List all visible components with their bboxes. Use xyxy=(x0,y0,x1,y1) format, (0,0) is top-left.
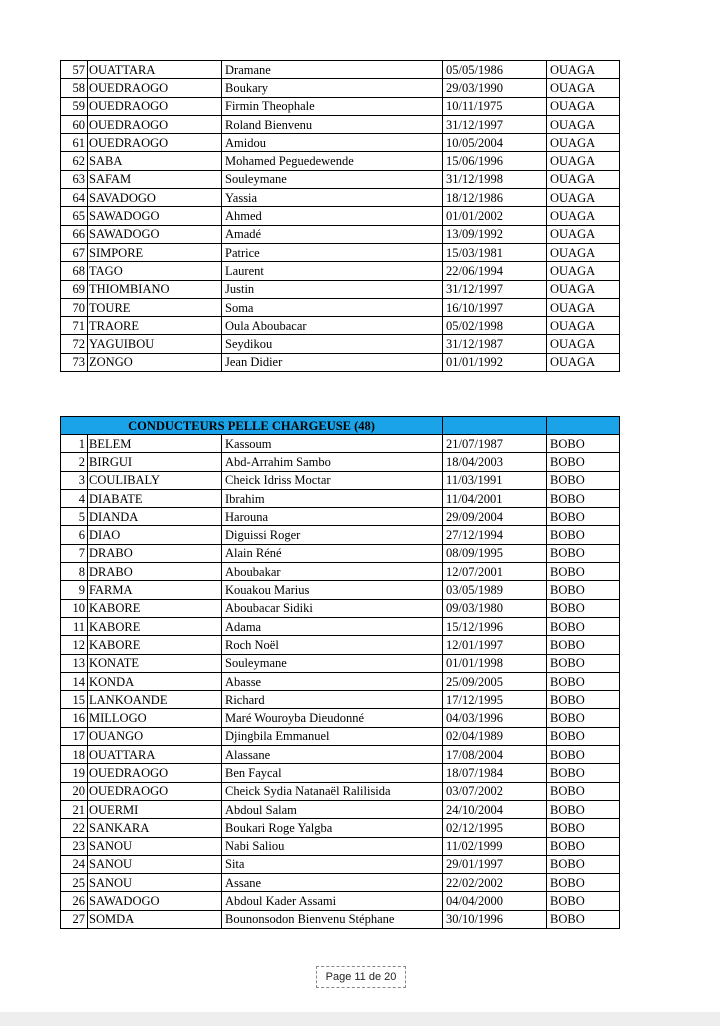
first-name-cell: Aboubakar xyxy=(222,563,443,581)
birth-date-cell: 18/04/2003 xyxy=(443,453,547,471)
table-row xyxy=(61,508,620,526)
city-cell: BOBO xyxy=(547,544,620,562)
birth-date-cell: 30/10/1996 xyxy=(443,910,547,928)
table-row xyxy=(61,471,620,489)
first-name-cell: Alassane xyxy=(222,746,443,764)
row-number-cell: 58 xyxy=(61,79,88,97)
table-row xyxy=(61,97,620,115)
city-cell: OUAGA xyxy=(547,353,620,371)
table-row xyxy=(61,709,620,727)
birth-date-cell: 31/12/1987 xyxy=(443,335,547,353)
city-cell: BOBO xyxy=(547,581,620,599)
table-row xyxy=(61,353,620,371)
first-name-cell: Djingbila Emmanuel xyxy=(222,727,443,745)
section-header-empty-cell xyxy=(443,417,547,435)
first-name-cell: Kouakou Marius xyxy=(222,581,443,599)
city-cell: OUAGA xyxy=(547,262,620,280)
row-number-cell: 63 xyxy=(61,170,88,188)
row-number-cell: 71 xyxy=(61,317,88,335)
first-name-cell: Soma xyxy=(222,298,443,316)
row-number-cell: 22 xyxy=(61,819,88,837)
birth-date-cell: 10/05/2004 xyxy=(443,134,547,152)
first-name-cell: Cheick Sydia Natanaël Ralilisida xyxy=(222,782,443,800)
city-cell: BOBO xyxy=(547,764,620,782)
last-name-cell: OUANGO xyxy=(88,727,222,745)
table-row xyxy=(61,262,620,280)
first-name-cell: Laurent xyxy=(222,262,443,280)
row-number-cell: 12 xyxy=(61,636,88,654)
last-name-cell: ZONGO xyxy=(88,353,222,371)
row-number-cell: 17 xyxy=(61,727,88,745)
city-cell: BOBO xyxy=(547,672,620,690)
birth-date-cell: 02/04/1989 xyxy=(443,727,547,745)
birth-date-cell: 29/01/1997 xyxy=(443,855,547,873)
first-name-cell: Kassoum xyxy=(222,435,443,453)
birth-date-cell: 11/03/1991 xyxy=(443,471,547,489)
city-cell: BOBO xyxy=(547,617,620,635)
last-name-cell: TRAORE xyxy=(88,317,222,335)
city-cell: BOBO xyxy=(547,508,620,526)
first-name-cell: Abdoul Kader Assami xyxy=(222,892,443,910)
birth-date-cell: 29/09/2004 xyxy=(443,508,547,526)
page-number: Page 11 de 20 xyxy=(316,966,406,988)
birth-date-cell: 09/03/1980 xyxy=(443,599,547,617)
last-name-cell: KABORE xyxy=(88,599,222,617)
last-name-cell: SOMDA xyxy=(88,910,222,928)
table-row xyxy=(61,727,620,745)
first-name-cell: Sita xyxy=(222,855,443,873)
row-number-cell: 18 xyxy=(61,746,88,764)
table-row xyxy=(61,435,620,453)
city-cell: BOBO xyxy=(547,800,620,818)
table-row xyxy=(61,855,620,873)
row-number-cell: 3 xyxy=(61,471,88,489)
table-row xyxy=(61,152,620,170)
table-row xyxy=(61,691,620,709)
table-row xyxy=(61,910,620,928)
row-number-cell: 24 xyxy=(61,855,88,873)
first-name-cell: Oula Aboubacar xyxy=(222,317,443,335)
city-cell: BOBO xyxy=(547,599,620,617)
table-row xyxy=(61,874,620,892)
row-number-cell: 69 xyxy=(61,280,88,298)
city-cell: BOBO xyxy=(547,727,620,745)
last-name-cell: OUATTARA xyxy=(88,746,222,764)
first-name-cell: Amidou xyxy=(222,134,443,152)
first-name-cell: Abd-Arrahim Sambo xyxy=(222,453,443,471)
row-number-cell: 10 xyxy=(61,599,88,617)
city-cell: BOBO xyxy=(547,746,620,764)
table-row xyxy=(61,599,620,617)
row-number-cell: 15 xyxy=(61,691,88,709)
row-number-cell: 21 xyxy=(61,800,88,818)
birth-date-cell: 12/07/2001 xyxy=(443,563,547,581)
viewer-bottom-band xyxy=(0,1012,720,1026)
row-number-cell: 72 xyxy=(61,335,88,353)
last-name-cell: TOURE xyxy=(88,298,222,316)
last-name-cell: OUEDRAOGO xyxy=(88,79,222,97)
city-cell: OUAGA xyxy=(547,189,620,207)
city-cell: BOBO xyxy=(547,526,620,544)
table-row xyxy=(61,636,620,654)
birth-date-cell: 11/02/1999 xyxy=(443,837,547,855)
last-name-cell: KABORE xyxy=(88,636,222,654)
last-name-cell: YAGUIBOU xyxy=(88,335,222,353)
row-number-cell: 26 xyxy=(61,892,88,910)
city-cell: BOBO xyxy=(547,435,620,453)
table-row xyxy=(61,764,620,782)
table-row xyxy=(61,819,620,837)
birth-date-cell: 04/04/2000 xyxy=(443,892,547,910)
birth-date-cell: 31/12/1997 xyxy=(443,115,547,133)
row-number-cell: 68 xyxy=(61,262,88,280)
last-name-cell: OUATTARA xyxy=(88,61,222,79)
birth-date-cell: 02/12/1995 xyxy=(443,819,547,837)
last-name-cell: KONATE xyxy=(88,654,222,672)
first-name-cell: Mohamed Peguedewende xyxy=(222,152,443,170)
birth-date-cell: 01/01/1992 xyxy=(443,353,547,371)
birth-date-cell: 03/05/1989 xyxy=(443,581,547,599)
row-number-cell: 67 xyxy=(61,243,88,261)
row-number-cell: 59 xyxy=(61,97,88,115)
row-number-cell: 65 xyxy=(61,207,88,225)
row-number-cell: 73 xyxy=(61,353,88,371)
city-cell: BOBO xyxy=(547,837,620,855)
row-number-cell: 4 xyxy=(61,489,88,507)
row-number-cell: 13 xyxy=(61,654,88,672)
first-name-cell: Boukari Roge Yalgba xyxy=(222,819,443,837)
table-row xyxy=(61,581,620,599)
row-number-cell: 20 xyxy=(61,782,88,800)
table-row xyxy=(61,115,620,133)
birth-date-cell: 17/08/2004 xyxy=(443,746,547,764)
table-row xyxy=(61,207,620,225)
first-name-cell: Seydikou xyxy=(222,335,443,353)
city-cell: BOBO xyxy=(547,636,620,654)
row-number-cell: 66 xyxy=(61,225,88,243)
city-cell: BOBO xyxy=(547,910,620,928)
city-cell: BOBO xyxy=(547,709,620,727)
birth-date-cell: 17/12/1995 xyxy=(443,691,547,709)
last-name-cell: SANOU xyxy=(88,874,222,892)
birth-date-cell: 27/12/1994 xyxy=(443,526,547,544)
birth-date-cell: 05/05/1986 xyxy=(443,61,547,79)
row-number-cell: 11 xyxy=(61,617,88,635)
first-name-cell: Abdoul Salam xyxy=(222,800,443,818)
roster-table-body xyxy=(61,417,620,929)
section-header-empty-cell xyxy=(547,417,620,435)
table-row xyxy=(61,892,620,910)
last-name-cell: OUEDRAOGO xyxy=(88,782,222,800)
row-number-cell: 60 xyxy=(61,115,88,133)
table-row xyxy=(61,782,620,800)
city-cell: OUAGA xyxy=(547,243,620,261)
city-cell: BOBO xyxy=(547,489,620,507)
last-name-cell: OUERMI xyxy=(88,800,222,818)
birth-date-cell: 08/09/1995 xyxy=(443,544,547,562)
last-name-cell: DIAO xyxy=(88,526,222,544)
table-row xyxy=(61,489,620,507)
first-name-cell: Maré Wouroyba Dieudonné xyxy=(222,709,443,727)
first-name-cell: Souleymane xyxy=(222,170,443,188)
table-row xyxy=(61,189,620,207)
first-name-cell: Roland Bienvenu xyxy=(222,115,443,133)
table-row xyxy=(61,672,620,690)
row-number-cell: 57 xyxy=(61,61,88,79)
first-name-cell: Patrice xyxy=(222,243,443,261)
table-row xyxy=(61,526,620,544)
city-cell: OUAGA xyxy=(547,97,620,115)
roster-table-body xyxy=(61,61,620,372)
city-cell: OUAGA xyxy=(547,61,620,79)
city-cell: BOBO xyxy=(547,855,620,873)
table-row xyxy=(61,617,620,635)
birth-date-cell: 10/11/1975 xyxy=(443,97,547,115)
birth-date-cell: 15/06/1996 xyxy=(443,152,547,170)
row-number-cell: 19 xyxy=(61,764,88,782)
birth-date-cell: 04/03/1996 xyxy=(443,709,547,727)
last-name-cell: BIRGUI xyxy=(88,453,222,471)
row-number-cell: 70 xyxy=(61,298,88,316)
roster-table-ouaga xyxy=(60,60,620,372)
row-number-cell: 2 xyxy=(61,453,88,471)
first-name-cell: Harouna xyxy=(222,508,443,526)
city-cell: OUAGA xyxy=(547,134,620,152)
last-name-cell: DRABO xyxy=(88,544,222,562)
birth-date-cell: 22/06/1994 xyxy=(443,262,547,280)
birth-date-cell: 31/12/1997 xyxy=(443,280,547,298)
row-number-cell: 27 xyxy=(61,910,88,928)
last-name-cell: OUEDRAOGO xyxy=(88,97,222,115)
table-row xyxy=(61,800,620,818)
city-cell: OUAGA xyxy=(547,207,620,225)
first-name-cell: Nabi Saliou xyxy=(222,837,443,855)
last-name-cell: SAVADOGO xyxy=(88,189,222,207)
last-name-cell: SAWADOGO xyxy=(88,892,222,910)
city-cell: BOBO xyxy=(547,782,620,800)
birth-date-cell: 22/02/2002 xyxy=(443,874,547,892)
birth-date-cell: 25/09/2005 xyxy=(443,672,547,690)
first-name-cell: Bounonsodon Bienvenu Stéphane xyxy=(222,910,443,928)
last-name-cell: SANOU xyxy=(88,837,222,855)
first-name-cell: Yassia xyxy=(222,189,443,207)
last-name-cell: DIABATE xyxy=(88,489,222,507)
table-row xyxy=(61,243,620,261)
birth-date-cell: 18/12/1986 xyxy=(443,189,547,207)
birth-date-cell: 12/01/1997 xyxy=(443,636,547,654)
table-row xyxy=(61,317,620,335)
city-cell: OUAGA xyxy=(547,115,620,133)
first-name-cell: Ben Faycal xyxy=(222,764,443,782)
row-number-cell: 62 xyxy=(61,152,88,170)
row-number-cell: 8 xyxy=(61,563,88,581)
first-name-cell: Assane xyxy=(222,874,443,892)
row-number-cell: 61 xyxy=(61,134,88,152)
last-name-cell: BELEM xyxy=(88,435,222,453)
table-row xyxy=(61,280,620,298)
table-row xyxy=(61,61,620,79)
city-cell: BOBO xyxy=(547,654,620,672)
birth-date-cell: 05/02/1998 xyxy=(443,317,547,335)
city-cell: BOBO xyxy=(547,691,620,709)
first-name-cell: Amadé xyxy=(222,225,443,243)
last-name-cell: TAGO xyxy=(88,262,222,280)
last-name-cell: LANKOANDE xyxy=(88,691,222,709)
birth-date-cell: 13/09/1992 xyxy=(443,225,547,243)
last-name-cell: SAWADOGO xyxy=(88,225,222,243)
city-cell: BOBO xyxy=(547,892,620,910)
row-number-cell: 14 xyxy=(61,672,88,690)
last-name-cell: SANOU xyxy=(88,855,222,873)
table-row xyxy=(61,746,620,764)
row-number-cell: 6 xyxy=(61,526,88,544)
birth-date-cell: 21/07/1987 xyxy=(443,435,547,453)
last-name-cell: SABA xyxy=(88,152,222,170)
table-row xyxy=(61,654,620,672)
birth-date-cell: 18/07/1984 xyxy=(443,764,547,782)
last-name-cell: SAFAM xyxy=(88,170,222,188)
table-row xyxy=(61,298,620,316)
last-name-cell: DRABO xyxy=(88,563,222,581)
row-number-cell: 25 xyxy=(61,874,88,892)
last-name-cell: SANKARA xyxy=(88,819,222,837)
table-row xyxy=(61,170,620,188)
row-number-cell: 5 xyxy=(61,508,88,526)
birth-date-cell: 01/01/2002 xyxy=(443,207,547,225)
table-row xyxy=(61,335,620,353)
first-name-cell: Alain Réné xyxy=(222,544,443,562)
table-row xyxy=(61,225,620,243)
first-name-cell: Roch Noël xyxy=(222,636,443,654)
last-name-cell: DIANDA xyxy=(88,508,222,526)
city-cell: OUAGA xyxy=(547,317,620,335)
birth-date-cell: 03/07/2002 xyxy=(443,782,547,800)
birth-date-cell: 16/10/1997 xyxy=(443,298,547,316)
table-row xyxy=(61,453,620,471)
first-name-cell: Aboubacar Sidiki xyxy=(222,599,443,617)
first-name-cell: Jean Didier xyxy=(222,353,443,371)
row-number-cell: 16 xyxy=(61,709,88,727)
last-name-cell: OUEDRAOGO xyxy=(88,115,222,133)
table-row xyxy=(61,79,620,97)
last-name-cell: OUEDRAOGO xyxy=(88,134,222,152)
roster-table-pelle-chargeuse xyxy=(60,416,620,929)
first-name-cell: Cheick Idriss Moctar xyxy=(222,471,443,489)
last-name-cell: FARMA xyxy=(88,581,222,599)
row-number-cell: 64 xyxy=(61,189,88,207)
city-cell: BOBO xyxy=(547,471,620,489)
birth-date-cell: 15/03/1981 xyxy=(443,243,547,261)
birth-date-cell: 15/12/1996 xyxy=(443,617,547,635)
first-name-cell: Firmin Theophale xyxy=(222,97,443,115)
first-name-cell: Ahmed xyxy=(222,207,443,225)
city-cell: BOBO xyxy=(547,874,620,892)
first-name-cell: Souleymane xyxy=(222,654,443,672)
city-cell: OUAGA xyxy=(547,152,620,170)
last-name-cell: SIMPORE xyxy=(88,243,222,261)
city-cell: OUAGA xyxy=(547,170,620,188)
last-name-cell: KONDA xyxy=(88,672,222,690)
first-name-cell: Justin xyxy=(222,280,443,298)
birth-date-cell: 01/01/1998 xyxy=(443,654,547,672)
city-cell: BOBO xyxy=(547,453,620,471)
first-name-cell: Dramane xyxy=(222,61,443,79)
birth-date-cell: 24/10/2004 xyxy=(443,800,547,818)
section-title: CONDUCTEURS PELLE CHARGEUSE (48) xyxy=(61,417,443,435)
birth-date-cell: 11/04/2001 xyxy=(443,489,547,507)
section-header-row xyxy=(61,417,620,435)
last-name-cell: THIOMBIANO xyxy=(88,280,222,298)
row-number-cell: 7 xyxy=(61,544,88,562)
last-name-cell: OUEDRAOGO xyxy=(88,764,222,782)
city-cell: OUAGA xyxy=(547,225,620,243)
row-number-cell: 9 xyxy=(61,581,88,599)
table-row xyxy=(61,837,620,855)
city-cell: OUAGA xyxy=(547,79,620,97)
city-cell: OUAGA xyxy=(547,335,620,353)
city-cell: OUAGA xyxy=(547,298,620,316)
last-name-cell: COULIBALY xyxy=(88,471,222,489)
city-cell: OUAGA xyxy=(547,280,620,298)
first-name-cell: Abasse xyxy=(222,672,443,690)
city-cell: BOBO xyxy=(547,819,620,837)
table-row xyxy=(61,544,620,562)
first-name-cell: Diguissi Roger xyxy=(222,526,443,544)
birth-date-cell: 29/03/1990 xyxy=(443,79,547,97)
row-number-cell: 1 xyxy=(61,435,88,453)
birth-date-cell: 31/12/1998 xyxy=(443,170,547,188)
last-name-cell: MILLOGO xyxy=(88,709,222,727)
first-name-cell: Richard xyxy=(222,691,443,709)
first-name-cell: Adama xyxy=(222,617,443,635)
table-row xyxy=(61,134,620,152)
table-row xyxy=(61,563,620,581)
row-number-cell: 23 xyxy=(61,837,88,855)
last-name-cell: KABORE xyxy=(88,617,222,635)
first-name-cell: Ibrahim xyxy=(222,489,443,507)
city-cell: BOBO xyxy=(547,563,620,581)
last-name-cell: SAWADOGO xyxy=(88,207,222,225)
first-name-cell: Boukary xyxy=(222,79,443,97)
